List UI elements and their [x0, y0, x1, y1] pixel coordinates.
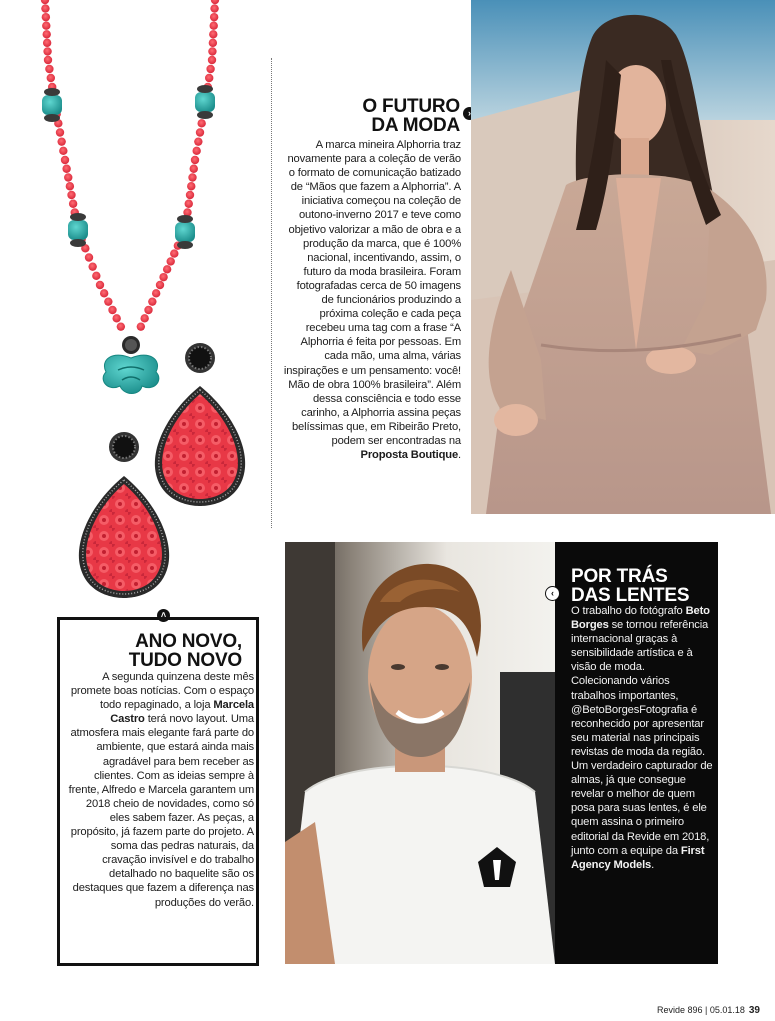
photographer-photo — [285, 542, 555, 964]
necklace-bead — [210, 4, 218, 12]
necklace-turquoise-bead — [68, 213, 88, 247]
necklace-bead — [41, 4, 49, 12]
necklace-bead — [185, 200, 193, 208]
necklace-bead — [69, 200, 77, 208]
necklace-bead — [100, 289, 108, 297]
necklace-bead — [41, 0, 49, 4]
futuro-title-line1: O FUTURO — [362, 96, 460, 117]
futuro-store-name: Proposta Boutique — [360, 449, 459, 462]
necklace-bead — [42, 13, 50, 21]
necklace-bead — [191, 156, 199, 164]
necklace-bead — [47, 74, 55, 82]
futuro-article-text — [283, 138, 461, 462]
necklace-bead — [152, 289, 160, 297]
tras-photographer-name: Beto Borges — [571, 605, 710, 632]
necklace-bead — [43, 30, 51, 38]
arrow-right-icon: › — [463, 107, 476, 120]
model-photo — [471, 0, 775, 514]
necklace-bead — [167, 257, 175, 265]
necklace-bead — [208, 56, 216, 64]
necklace-bead — [210, 22, 218, 30]
tras-agency-name: First Agency Models — [571, 844, 705, 871]
necklace-bead — [61, 156, 69, 164]
necklace-bead — [67, 191, 75, 199]
necklace-bead — [96, 281, 104, 289]
necklace-bead — [210, 13, 218, 21]
necklace-bead — [211, 0, 219, 4]
necklace-bead — [88, 262, 96, 270]
necklace-bead — [42, 22, 50, 30]
tras-title-line1: POR TRÁS — [571, 566, 668, 587]
necklace-bead — [108, 306, 116, 314]
necklace-bead — [92, 272, 100, 280]
necklace-bead — [57, 137, 65, 145]
ano-title-line2: TUDO NOVO — [128, 650, 242, 671]
tras-text-c: . — [651, 858, 655, 871]
necklace-bead — [85, 253, 93, 261]
necklace-bead — [190, 165, 198, 173]
futuro-text-pre: A marca mineira Alphorria traz novamente para a coleção de verão o formato de comunicação batizado de “Mãos que fazem a Alphorria”. A iniciativa começou na coleção de outono-inverno 2017 e teve como objetivo valorizar a mão de obra e a produção da marca, que é 100% nacional, incentivando, assim, o futuro da moda brasileira. Foram fotografadas cerca de 50 imagens de funcionários produzindo a próxima coleção e cada peça recebeu uma tag com a frase “A Alphorria é feita por pessoas. Em cada mão, uma alma, várias inspirações e um pensamento: você! Mão de obra 100% brasileira”. Além dessa consciência e todo esse carinho, a Alphorria assina peças belíssimas que, em Ribeirão Preto, podem ser encontradas na — [283, 139, 461, 447]
necklace-bead — [62, 165, 70, 173]
necklace-bead — [144, 306, 152, 314]
tras-title-line2: DAS LENTES — [571, 585, 690, 606]
footer-issue: Revide 896 | 05.01.18 — [656, 1005, 745, 1015]
necklace-bead — [206, 65, 214, 73]
arrow-left-icon: ‹ — [545, 586, 560, 601]
necklace-earrings-image — [0, 0, 270, 610]
ano-text-pre: A segunda quinzena deste mês promete boas notícias. Com o espaço todo repaginado, a loja — [70, 671, 254, 712]
necklace-bead — [64, 173, 72, 181]
necklace-bead — [43, 47, 51, 55]
necklace-bead — [56, 128, 64, 136]
earring-right — [155, 343, 245, 506]
necklace-bead — [197, 119, 205, 127]
futuro-title-line2: DA MODA — [371, 115, 460, 136]
necklace-turquoise-bead — [175, 215, 195, 249]
necklace-bead — [117, 322, 125, 330]
tras-headline — [571, 567, 711, 605]
ano-text-post: terá novo layout. Uma atmosfera mais elegante fará parte do ambiente, que estará ainda mais agradável para bem receber as clientes. Com as ideias sempre à frente, Alfredo e Marcela garantem um 2018 cheio de novidades, como só eles sabem fazer. As peças, a propósito, já fazem parte do projeto. A soma das pedras naturais, da cravação invisível e do trabalho detalhado no baquelite são os destaques que fazem a diferença nas produções do verão. — [68, 713, 254, 909]
pendant-flower — [103, 336, 159, 394]
tras-text-a: O trabalho do fotógrafo — [571, 605, 686, 617]
necklace-turquoise-bead — [42, 88, 62, 122]
necklace-bead — [44, 56, 52, 64]
necklace-bead — [209, 30, 217, 38]
tras-article-text — [571, 604, 713, 872]
necklace-bead — [112, 314, 120, 322]
necklace-bead — [59, 147, 67, 155]
futuro-text-post: . — [458, 449, 461, 462]
necklace-bead — [209, 39, 217, 47]
arrow-up-icon: ˄ — [157, 609, 170, 622]
necklace-bead — [186, 191, 194, 199]
ano-store-name: Marcela Castro — [110, 699, 254, 726]
page-number: 39 — [748, 1005, 760, 1016]
column-divider — [271, 58, 272, 528]
ano-title-line1: ANO NOVO, — [135, 631, 242, 652]
necklace-bead — [187, 182, 195, 190]
necklace-bead — [208, 47, 216, 55]
page-footer — [600, 1005, 760, 1016]
necklace-bead — [159, 273, 167, 281]
necklace-bead — [140, 314, 148, 322]
necklace-bead — [66, 182, 74, 190]
necklace-bead — [43, 39, 51, 47]
necklace-bead — [156, 281, 164, 289]
necklace-bead — [192, 147, 200, 155]
futuro-headline — [300, 97, 460, 135]
necklace-turquoise-bead — [195, 85, 215, 119]
necklace-bead — [45, 65, 53, 73]
ano-article-text — [66, 670, 254, 910]
necklace-bead — [196, 128, 204, 136]
necklace-bead — [148, 297, 156, 305]
tras-text-b: se tornou referência internacional graças à sensibilidade artística e à visão de moda. Colecionando vários trabalhos importantes, @BetoBorgesFotografia é reconhecido por apresentar seu material nas principais revistas de moda da região. Um verdadeiro capturador de almas, já que consegue revelar o melhor de quem posa para suas lentes, é ele quem assina o primeiro editorial da Revide em 2018, junto com a equipe da — [571, 619, 713, 857]
necklace-bead — [163, 265, 171, 273]
necklace-bead — [104, 297, 112, 305]
necklace-bead — [205, 74, 213, 82]
necklace-bead — [188, 173, 196, 181]
necklace-bead — [170, 249, 178, 257]
necklace-bead — [194, 137, 202, 145]
ano-headline — [66, 632, 242, 670]
necklace-bead — [137, 322, 145, 330]
